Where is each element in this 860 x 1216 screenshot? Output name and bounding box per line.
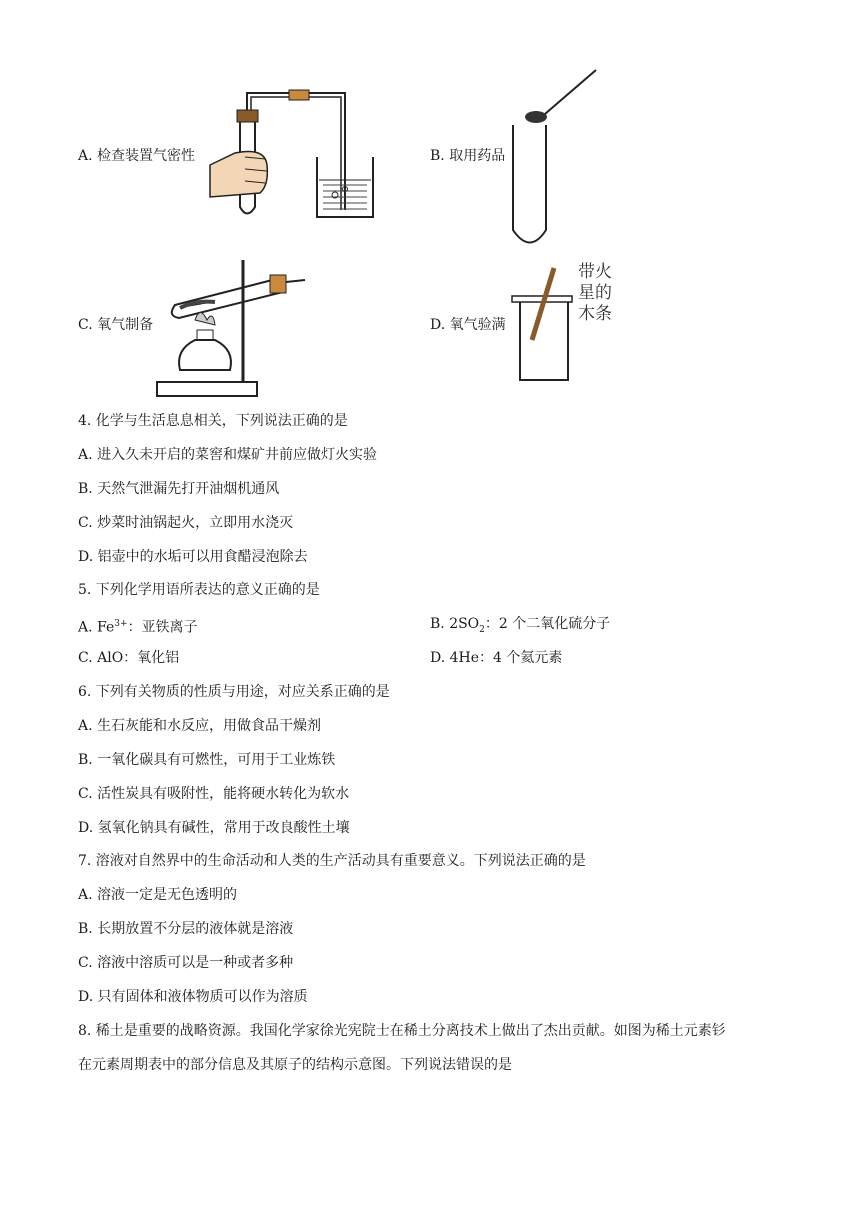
q5-option-c: C. AlO：氧化铝 xyxy=(78,650,180,666)
q4-option-d: D. 铝壶中的水垢可以用食醋浸泡除去 xyxy=(78,549,308,565)
q4-option-a: A. 进入久未开启的菜窖和煤矿井前应做灯火实验 xyxy=(78,447,378,463)
q7-option-d: D. 只有固体和液体物质可以作为溶质 xyxy=(78,989,308,1005)
option-b-label: B. 取用药品 xyxy=(430,148,506,164)
question-6-stem: 6. 下列有关物质的性质与用途，对应关系正确的是 xyxy=(78,684,390,700)
q6-option-a: A. 生石灰能和水反应，用做食品干燥剂 xyxy=(78,718,322,734)
q7-option-c: C. 溶液中溶质可以是一种或者多种 xyxy=(78,955,294,971)
q5-option-d: D. 4He：4 个氦元素 xyxy=(430,650,563,666)
annotation-line-2: 星的 xyxy=(578,283,612,303)
annotation-line-1: 带火 xyxy=(578,262,612,282)
question-8-line-1: 8. 稀土是重要的战略资源。我国化学家徐光宪院士在稀土分离技术上做出了杰出贡献。如图为稀土元素钐 xyxy=(78,1023,726,1039)
q5-option-a: A. $Fe^{3+}$：亚铁离子 xyxy=(78,619,198,636)
question-5-stem: 5. 下列化学用语所表达的意义正确的是 xyxy=(78,582,320,598)
q6-option-b: B. 一氧化碳具有可燃性，可用于工业炼铁 xyxy=(78,752,336,768)
taking-reagent-figure xyxy=(508,65,603,245)
q6-option-d: D. 氢氧化钠具有碱性，常用于改良酸性土壤 xyxy=(78,820,350,836)
annotation-line-3: 木条 xyxy=(578,304,612,324)
question-7-stem: 7. 溶液对自然界中的生命活动和人类的生产活动具有重要意义。下列说法正确的是 xyxy=(78,853,586,869)
q4-option-b: B. 天然气泄漏先打开油烟机通风 xyxy=(78,481,280,497)
option-d-label: D. 氧气验满 xyxy=(430,317,506,333)
q7-option-b: B. 长期放置不分层的液体就是溶液 xyxy=(78,921,294,937)
question-4-stem: 4. 化学与生活息息相关，下列说法正确的是 xyxy=(78,413,348,429)
q5-option-b: B. $2SO_2$：2 个二氧化硫分子 xyxy=(430,616,611,635)
option-c-label: C. 氧气制备 xyxy=(78,317,154,333)
q7-option-a: A. 溶液一定是无色透明的 xyxy=(78,887,238,903)
q4-option-c: C. 炒菜时油锅起火，立即用水浇灭 xyxy=(78,515,294,531)
q6-option-c: C. 活性炭具有吸附性，能将硬水转化为软水 xyxy=(78,786,350,802)
wooden-splint-annotation xyxy=(578,262,612,325)
question-8-line-2: 在元素周期表中的部分信息及其原子的结构示意图。下列说法错误的是 xyxy=(78,1057,512,1073)
option-a-label: A. 检查装置气密性 xyxy=(78,148,196,164)
oxygen-preparation-figure xyxy=(155,250,310,400)
airtightness-apparatus-figure xyxy=(205,85,380,225)
